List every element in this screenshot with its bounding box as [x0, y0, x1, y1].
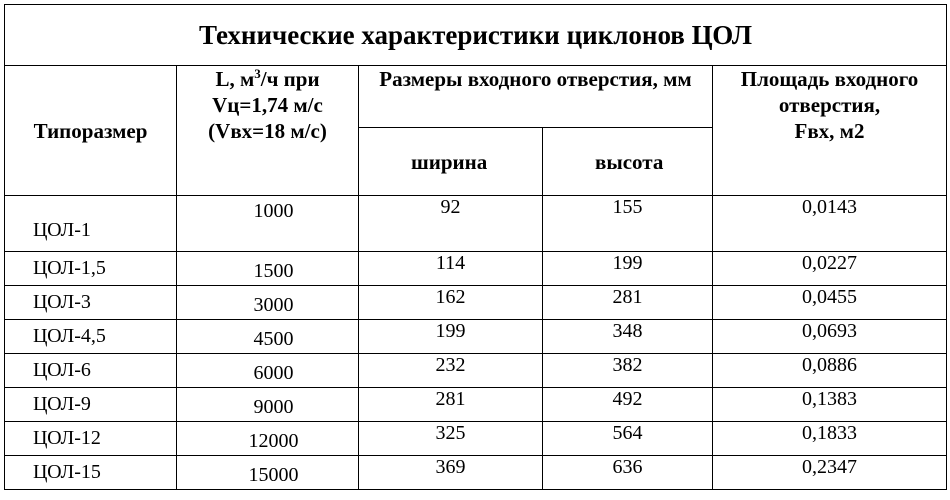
flow-header [177, 66, 359, 196]
row-size-cell: ЦОЛ-3 [5, 286, 177, 320]
row-area-cell: 0,0143 [713, 196, 947, 252]
flow-header-unit: L, м [215, 67, 255, 91]
flow-header-line3: (Vвх=18 м/с) [208, 119, 327, 143]
header-row-top [5, 66, 947, 128]
size-header: Типоразмер [5, 66, 177, 196]
table-row [5, 456, 947, 490]
table-row [5, 422, 947, 456]
title-row [5, 5, 947, 66]
row-area-cell: 0,1383 [713, 388, 947, 422]
flow-header-line1 [177, 66, 358, 92]
table-row [5, 252, 947, 286]
area-header-line1: Площадь входного [740, 67, 919, 91]
row-area-cell: 0,0693 [713, 320, 947, 354]
row-height-cell: 636 [543, 456, 713, 490]
row-flow-cell: 3000 [177, 286, 359, 320]
row-flow-cell: 1500 [177, 252, 359, 286]
row-height-cell: 564 [543, 422, 713, 456]
row-flow-cell: 1000 [177, 196, 359, 252]
flow-header-suffix: /ч при [260, 67, 320, 91]
row-width-cell: 369 [359, 456, 543, 490]
flow-header-line2: Vц=1,74 м/с [212, 93, 323, 117]
row-height-cell: 199 [543, 252, 713, 286]
table-row [5, 196, 947, 252]
row-area-cell: 0,1833 [713, 422, 947, 456]
row-flow-cell: 15000 [177, 456, 359, 490]
row-size-cell: ЦОЛ-1,5 [5, 252, 177, 286]
row-size-cell: ЦОЛ-4,5 [5, 320, 177, 354]
row-area-cell: 0,0886 [713, 354, 947, 388]
row-area-cell: 0,2347 [713, 456, 947, 490]
row-height-cell: 155 [543, 196, 713, 252]
row-width-cell: 325 [359, 422, 543, 456]
table-row [5, 286, 947, 320]
table-title: Технические характеристики циклонов ЦОЛ [5, 5, 947, 66]
row-area-cell: 0,0227 [713, 252, 947, 286]
table-row [5, 320, 947, 354]
width-header: ширина [359, 128, 543, 196]
row-height-cell: 382 [543, 354, 713, 388]
row-size-cell: ЦОЛ-15 [5, 456, 177, 490]
row-height-cell: 348 [543, 320, 713, 354]
table-row [5, 388, 947, 422]
row-flow-cell: 4500 [177, 320, 359, 354]
row-size-cell: ЦОЛ-12 [5, 422, 177, 456]
row-flow-cell: 6000 [177, 354, 359, 388]
area-header [713, 66, 947, 196]
row-flow-cell: 9000 [177, 388, 359, 422]
row-width-cell: 114 [359, 252, 543, 286]
inlet-dims-header: Размеры входного отверстия, мм [359, 66, 713, 128]
row-width-cell: 281 [359, 388, 543, 422]
spec-table [4, 4, 947, 490]
table-row [5, 354, 947, 388]
row-width-cell: 199 [359, 320, 543, 354]
flow-header-sup: 3 [254, 66, 261, 81]
row-width-cell: 232 [359, 354, 543, 388]
row-area-cell: 0,0455 [713, 286, 947, 320]
row-width-cell: 162 [359, 286, 543, 320]
row-size-cell: ЦОЛ-6 [5, 354, 177, 388]
height-header: высота [543, 128, 713, 196]
row-width-cell: 92 [359, 196, 543, 252]
row-size-cell: ЦОЛ-9 [5, 388, 177, 422]
area-header-line3: Fвх, м2 [794, 119, 865, 143]
row-height-cell: 492 [543, 388, 713, 422]
row-size-cell: ЦОЛ-1 [5, 196, 177, 252]
row-flow-cell: 12000 [177, 422, 359, 456]
row-height-cell: 281 [543, 286, 713, 320]
area-header-line2: отверстия, [778, 93, 881, 117]
